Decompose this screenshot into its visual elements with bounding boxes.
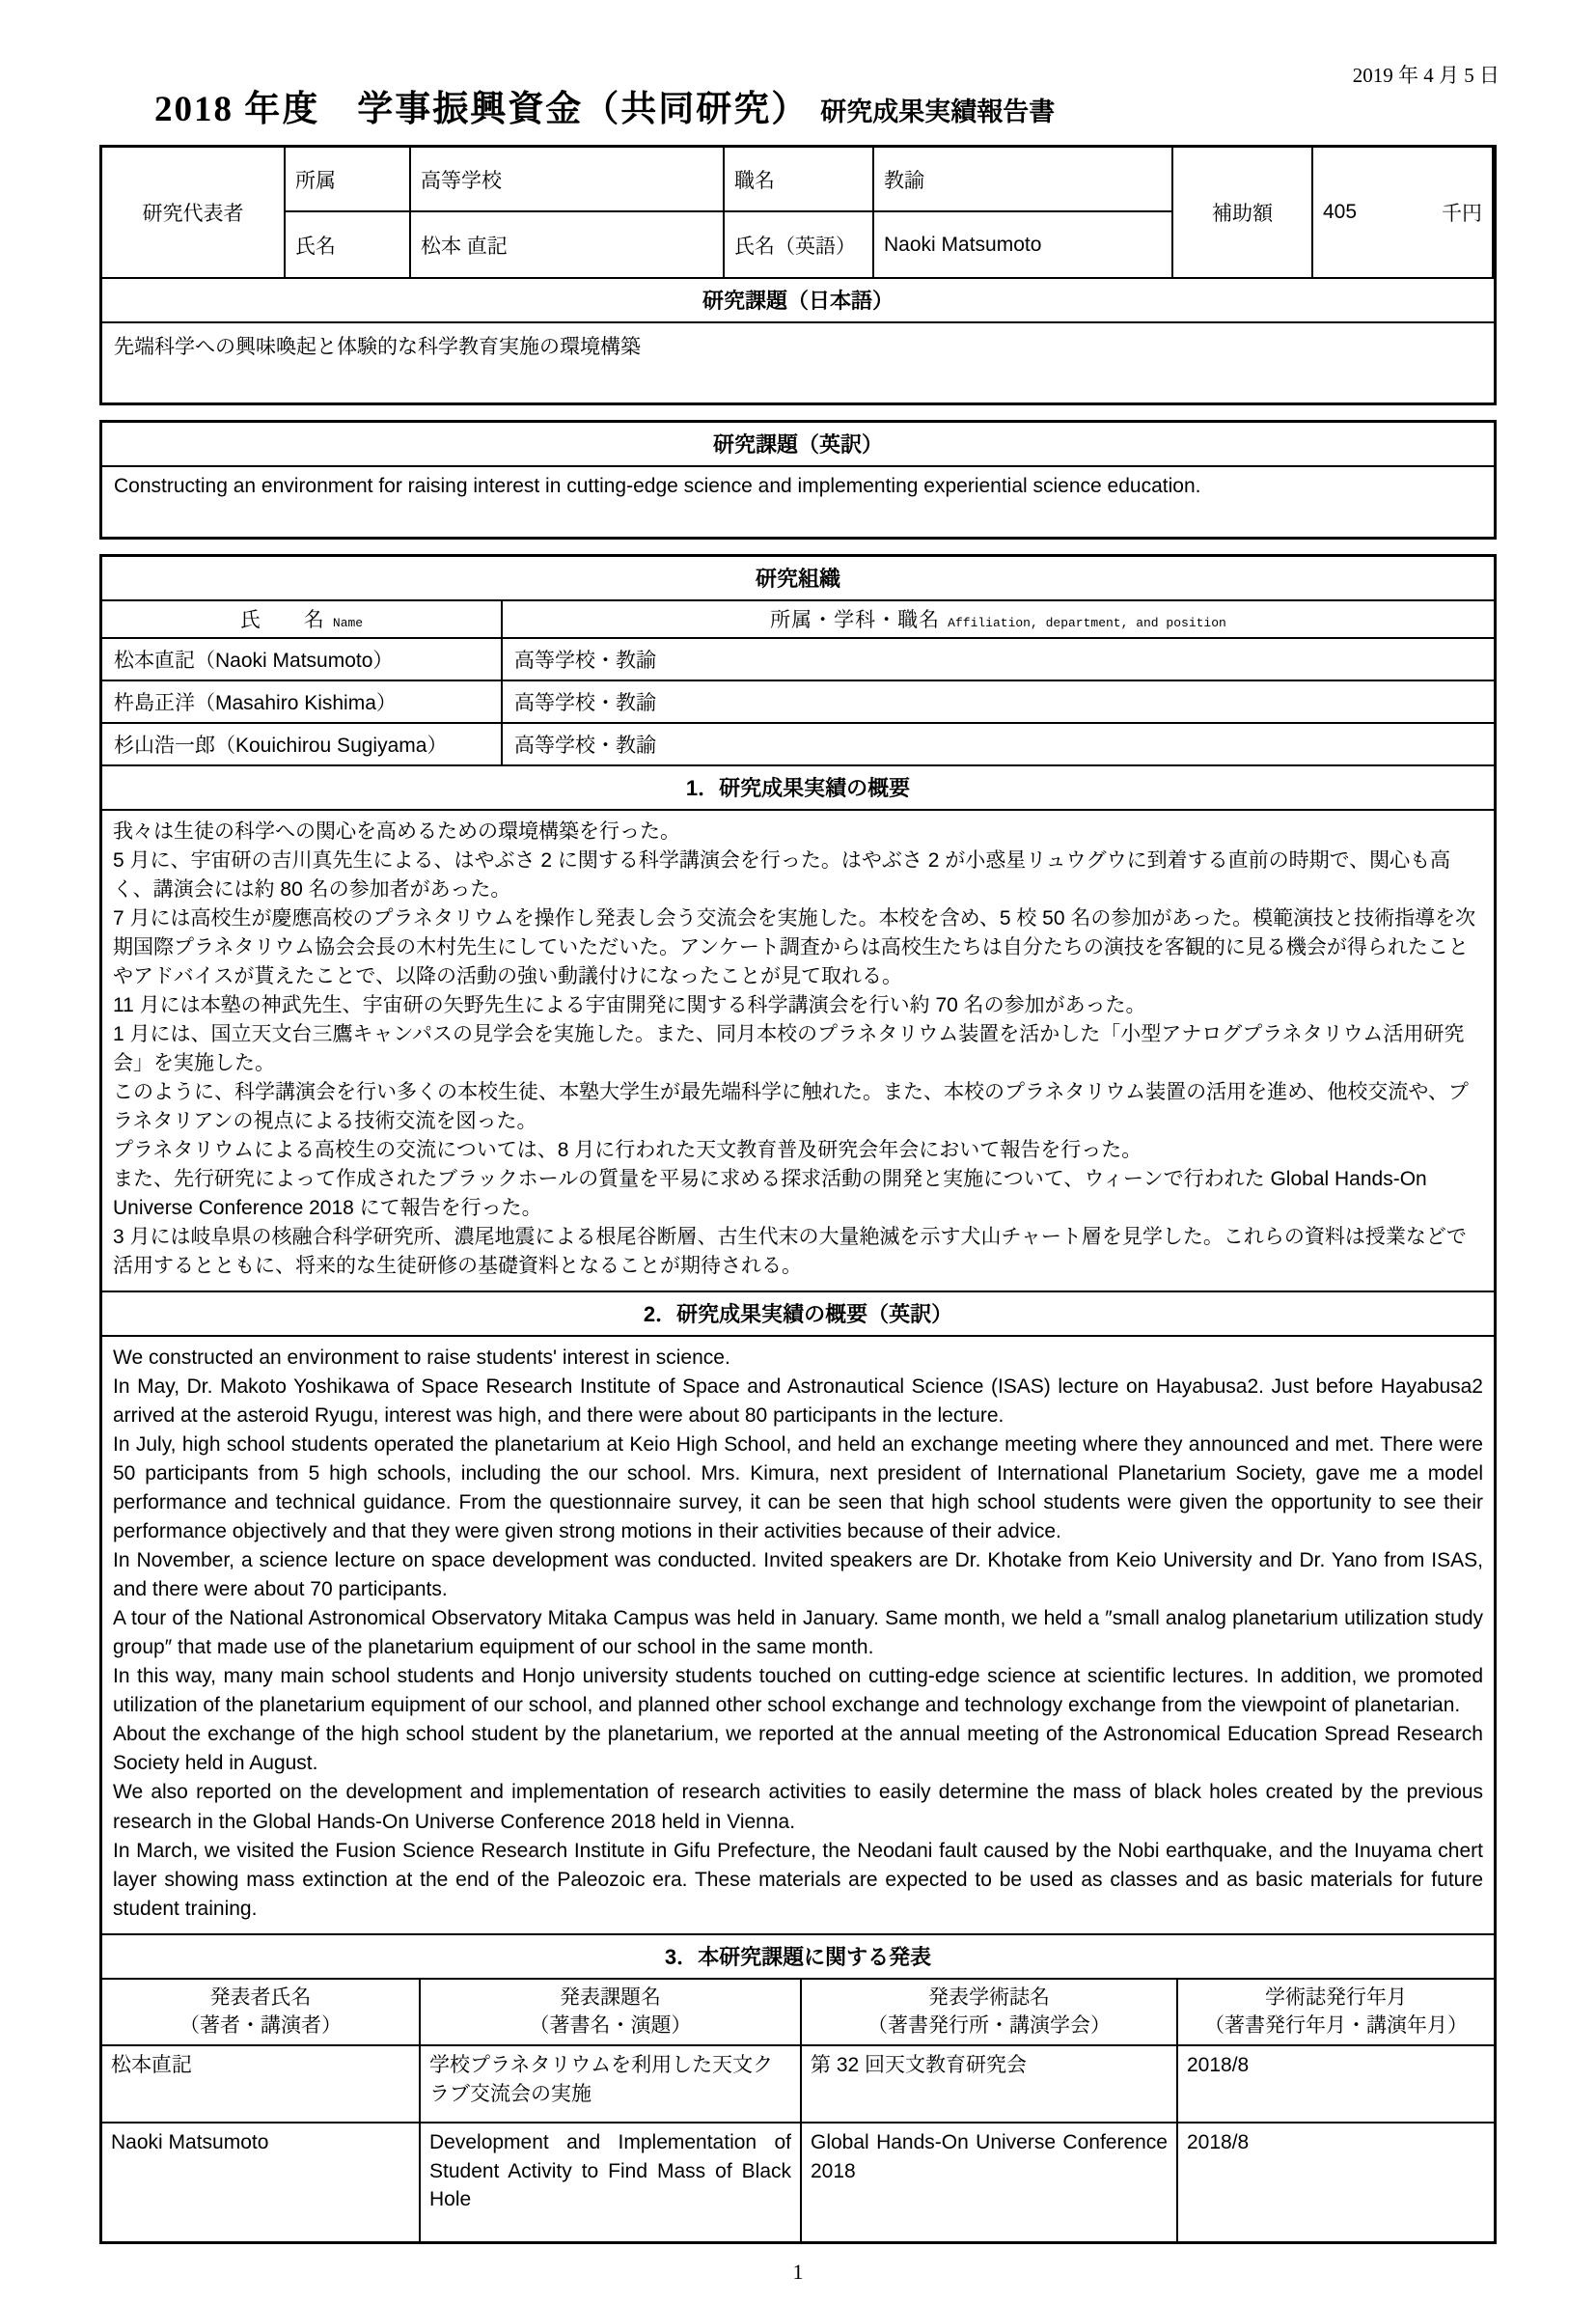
paragraph: また、先行研究によって作成されたブラックホールの質量を平易に求める探求活動の開発と実施について、ウィーンで行われた Global Hands-On Universe Conference 2018 にて報告を行った。 [113, 1168, 1427, 1220]
paragraph: 7 月には高校生が慶應高校のプラネタリウムを操作し発表し会う交流会を実施した。本校を含め、5 校 50 名の参加があった。模範演技と技術指導を次期国際プラネタリウム協会会長の木村先生にしていただいた。アンケート調査からは高校生たちは自分たちの演技を客観的に見る機会が得られたことやアドバイスが貰えたことで、以降の活動の強い動議付けになったことが見て取れる。 [113, 907, 1476, 988]
publications-header: 3．本研究課題に関する発表 [102, 1933, 1494, 1978]
affiliation-label: 所属 [286, 148, 411, 212]
paragraph: 我々は生徒の科学への関心を高めるための環境構築を行った。 [113, 820, 680, 843]
pub-presenter: Naoki Matsumoto [102, 2124, 421, 2241]
paragraph: 5 月に、宇宙研の吉川真先生による、はやぶさ 2 に関する科学講演会を行った。はやぶさ 2 が小惑星リュウグウに到着する直前の時期で、関心も高く、講演会には約 80 名の参加者があった。 [113, 849, 1451, 902]
organization-col-affiliation-en: Affiliation, department, and position [948, 616, 1226, 630]
member-name: 松本直記（Naoki Matsumoto） [102, 639, 503, 681]
page-number: 1 [792, 2260, 804, 2285]
affiliation-value: 高等学校 [411, 148, 725, 212]
pub-title: 学校プラネタリウムを利用した天文クラブ交流会の実施 [421, 2046, 802, 2124]
theme-ja-header: 研究課題（日本語） [102, 277, 1494, 321]
name-en-value: Naoki Matsumoto [874, 212, 1173, 277]
name-value: 松本 直記 [411, 212, 725, 277]
organization-col-affiliation: 所属・学科・職名 Affiliation, department, and position [503, 601, 1494, 639]
pub-date: 2018/8 [1187, 2131, 1250, 2154]
title-main: 2018 年度 学事振興資金（共同研究） [154, 90, 810, 129]
paragraph: In July, high school students operated the planetarium at Keio High School, and held an exchange meeting where they announced and met. There were 50 participants from 5 high schools, including the our school. Mrs. Kimura, next president of International Planetarium Society, gave me a model performance and technical guidance. From the questionnaire survey, it can be seen that high school students were given the opportunity to see their performance objectively and that they were given strong motions in their activities because of their advice. [113, 1433, 1483, 1543]
document-title [154, 79, 1497, 131]
publications-table [102, 1978, 1494, 2242]
summary-en-text [102, 1335, 1494, 1932]
pub-date: 2018/8 [1178, 2046, 1494, 2124]
name-en-label: 氏名（英語） [725, 212, 874, 277]
paragraph: A tour of the National Astronomical Observatory Mitaka Campus was held in January. Same month, we held a ″small analog planetarium utilization study group″ that made use of the planetarium equipment of our school in the same month. [113, 1607, 1483, 1659]
paragraph: プラネタリウムによる高校生の交流については、8 月に行われた天文教育普及研究会年会において報告を行った。 [113, 1139, 1142, 1162]
member-name: 杉山浩一郎（Kouichirou Sugiyama） [102, 724, 503, 764]
name-label: 氏名 [286, 212, 411, 277]
theme-en-header: 研究課題（英訳） [712, 432, 883, 457]
subsidy-amount: 405 [1323, 201, 1358, 223]
member-name: 杵島正洋（Masahiro Kishima） [102, 681, 503, 724]
paragraph: In this way, many main school students and Honjo university students touched on cutting-edge science at scientific lectures. In addition, we promoted utilization of the planetarium equipment of our school, and planned other school exchange and technology exchange from the viewpoint of planetarian. [113, 1665, 1483, 1717]
member-affiliation: 高等学校・教諭 [514, 735, 656, 757]
representative-row-label: 研究代表者 [102, 148, 286, 277]
subsidy-label: 補助額 [1173, 148, 1313, 277]
organization-col-name: 氏 名 Name [102, 601, 503, 639]
position-value: 教諭 [874, 148, 1173, 212]
pub-col-journal: 発表学術誌名 （著書発行所・講演学会） [802, 1980, 1178, 2047]
member-affiliation: 高等学校・教諭 [503, 639, 1494, 681]
title-sub: 研究成果実績報告書 [820, 97, 1056, 126]
summary-ja-header: 1．研究成果実績の概要 [102, 764, 1494, 809]
paragraph: 1 月には、国立天文台三鷹キャンパスの見学会を実施した。また、同月本校のプラネタリウム装置を活かした「小型アナログプラネタリウム活用研究会」を実施した。 [113, 1023, 1465, 1075]
paragraph: We constructed an environment to raise students' interest in science. [113, 1346, 730, 1370]
paragraph: In March, we visited the Fusion Science Research Institute in Gifu Prefecture, the Neodani fault caused by the Nobi earthquake, and the Inuyama chert layer showing mass extinction at the end of the Paleozoic era. These materials are expected to be used as classes and as basic materials for future student training. [113, 1839, 1483, 1920]
main-block [99, 554, 1497, 2244]
paragraph: In November, a science lecture on space development was conducted. Invited speakers are Dr. Khotake from Keio University and Dr. Yano from ISAS, and there were about 70 participants. [113, 1549, 1483, 1601]
representative-block [99, 145, 1497, 405]
report-date: 2019 年 4 月 5 日 [1352, 64, 1500, 87]
organization-header: 研究組織 [755, 567, 840, 591]
paragraph: 11 月には本塾の神武先生、宇宙研の矢野先生による宇宙開発に関する科学講演会を行い約 70 名の参加があった。 [113, 994, 1146, 1017]
paragraph: We also reported on the development and implementation of research activities to easily determine the mass of black holes created by the previous research in the Global Hands-On Universe Conference 2018 held in Vienna. [113, 1781, 1483, 1833]
subsidy-cell [1313, 148, 1494, 277]
subsidy-unit: 千円 [1442, 203, 1482, 225]
summary-ja-text [102, 809, 1494, 1291]
summary-en-header: 2．研究成果実績の概要（英訳） [102, 1291, 1494, 1335]
paragraph: About the exchange of the high school student by the planetarium, we reported at the annual meeting of the Astronomical Education Spread Research Society held in August. [113, 1723, 1483, 1775]
pub-col-title: 発表課題名 （著書名・演題） [421, 1980, 802, 2047]
paragraph: 3 月には岐阜県の核融合科学研究所、濃尾地震による根尾谷断層、古生代末の大量絶滅を示す犬山チャート層を見学した。これらの資料は授業などで活用するとともに、将来的な生徒研修の基礎資料となることが期待される。 [113, 1226, 1467, 1278]
pub-col-date: 学術誌発行年月 （著書発行年月・講演年月） [1178, 1980, 1494, 2047]
organization-table [102, 599, 1494, 764]
theme-en-content: Constructing an environment for raising interest in cutting-edge science and implementing experiential science education. [102, 465, 1494, 537]
position-label: 職名 [725, 148, 874, 212]
pub-title: Development and Implementation of Student Activity to Find Mass of Black Hole [421, 2124, 802, 2241]
paragraph: このように、科学講演会を行い多くの本校生徒、本塾大学生が最先端科学に触れた。また、本校のプラネタリウム装置の活用を進め、他校交流や、プラネタリアンの視点による技術交流を図った。 [113, 1081, 1469, 1133]
pub-col-presenter: 発表者氏名 （著者・講演者） [102, 1980, 421, 2047]
member-affiliation: 高等学校・教諭 [503, 681, 1494, 724]
paragraph: In May, Dr. Makoto Yoshikawa of Space Research Institute of Space and Astronautical Science (ISAS) lecture on Hayabusa2. Just before Hayabusa2 arrived at the asteroid Ryugu, interest was high, and there were about 80 participants in the lecture. [113, 1375, 1483, 1428]
theme-en-block [99, 420, 1497, 540]
pub-presenter: 松本直記 [102, 2046, 421, 2124]
theme-ja-content: 先端科学への興味喚起と体験的な科学教育実施の環境構築 [102, 321, 1494, 403]
representative-table [102, 148, 1494, 277]
pub-journal: Global Hands-On Universe Conference 2018 [802, 2124, 1178, 2241]
pub-journal: 第 32 回天文教育研究会 [802, 2046, 1178, 2124]
organization-col-name-en: Name [332, 616, 364, 630]
